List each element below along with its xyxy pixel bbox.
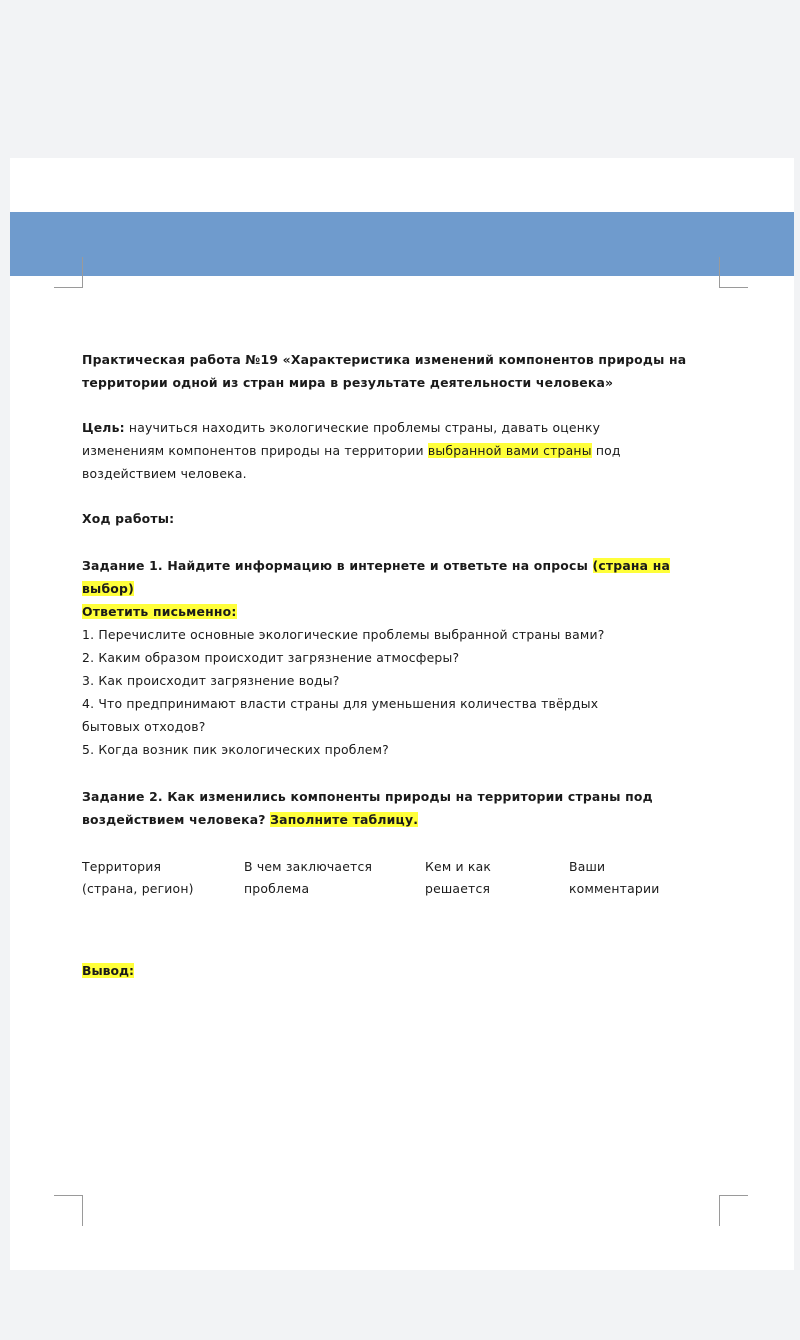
goal-label: Цель: — [82, 420, 125, 435]
answer-label: Ответить письменно: — [82, 604, 237, 619]
task2-line-1: Задание 2. Как изменились компоненты природы на территории страны под — [82, 789, 653, 804]
page-header-band — [10, 212, 794, 276]
margin-mark-top-left — [54, 257, 83, 288]
document-body — [82, 348, 702, 831]
table-col-territory: Территория (страна, регион) — [82, 859, 194, 896]
doc-title-line-1: Практическая работа №19 «Характеристика изменений компонентов природы на — [82, 352, 687, 367]
conclusion-heading: Вывод: — [82, 963, 134, 978]
top-gray-bar — [0, 0, 800, 158]
doc-title-line-2: территории одной из стран мира в результате деятельности человека» — [82, 375, 614, 390]
question-5: 5. Когда возник пик экологических проблем? — [82, 742, 389, 757]
question-4-line-1: 4. Что предпринимают власти страны для уменьшения количества твёрдых — [82, 696, 599, 711]
task1-line-1: Задание 1. Найдите информацию в интернете и ответьте на опросы (страна на — [82, 558, 671, 573]
question-2: 2. Каким образом происходит загрязнение атмосферы? — [82, 650, 460, 665]
goal-line-1: Цель: научиться находить экологические проблемы страны, давать оценку — [82, 420, 601, 435]
table-col-problem: В чем заключается проблема — [244, 859, 373, 896]
table-col-comments: Ваши комментарии — [569, 859, 660, 896]
margin-mark-bottom-left — [54, 1195, 83, 1226]
table-col-solution: Кем и как решается — [425, 859, 492, 896]
highlight-chosen-country: выбранной вами страны — [427, 443, 592, 458]
margin-mark-top-right — [719, 257, 748, 288]
goal-line-3: воздействием человека. — [82, 466, 247, 481]
question-3: 3. Как происходит загрязнение воды? — [82, 673, 340, 688]
goal-line-2: изменениям компонентов природы на территории выбранной вами страны под — [82, 443, 621, 458]
bottom-gray-bar — [0, 1270, 800, 1340]
question-4-line-2: бытовых отходов? — [82, 719, 206, 734]
progress-heading: Ход работы: — [82, 511, 175, 526]
task2-line-2: воздействием человека? Заполните таблицу. — [82, 812, 419, 827]
highlight-fill-table: Заполните таблицу. — [270, 812, 419, 827]
question-1: 1. Перечислите основные экологические проблемы выбранной страны вами? — [82, 627, 605, 642]
margin-mark-bottom-right — [719, 1195, 748, 1226]
task1-line-2: выбор) — [82, 581, 134, 596]
